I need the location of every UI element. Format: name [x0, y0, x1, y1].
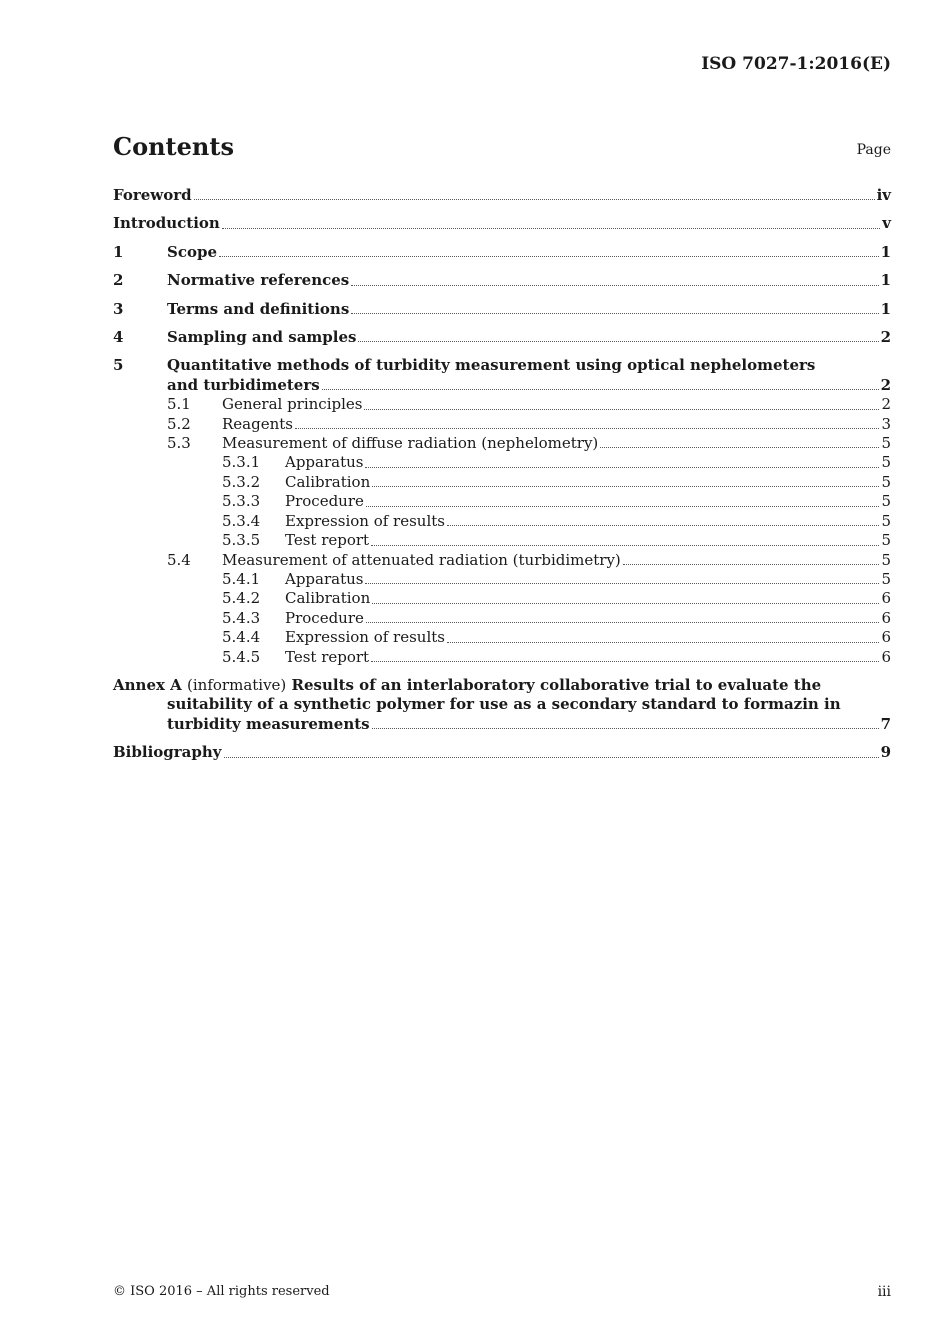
toc-page-number: 7	[880, 714, 891, 733]
toc-section-number: 5.3.5	[222, 531, 261, 550]
toc-entry-turbidimetry[interactable]	[113, 551, 891, 570]
toc-entry-annex-a[interactable]	[113, 676, 891, 734]
toc-section-number: 5.3.1	[222, 453, 261, 472]
toc-entry-text: Measurement of attenuated radiation (turbidimetry)	[222, 550, 621, 569]
toc-page-number: 3	[881, 414, 891, 433]
toc-section-number: 5.2	[167, 414, 191, 433]
annex-label: Annex A	[113, 675, 182, 694]
toc-entry-text: Scope	[167, 242, 218, 261]
leader-dots	[358, 341, 878, 342]
leader-dots	[219, 256, 879, 257]
page-number: iii	[877, 1284, 891, 1300]
leader-dots	[351, 285, 878, 286]
toc-entry-calibration[interactable]	[113, 589, 891, 608]
toc-entry-text: Procedure	[285, 492, 364, 511]
toc-page-number: 6	[881, 647, 891, 666]
toc-entry-test-report[interactable]	[113, 648, 891, 667]
toc-page-number: 5	[881, 434, 891, 453]
toc-entry-foreword[interactable]	[113, 186, 891, 205]
toc-entry-text: Calibration	[285, 472, 371, 491]
toc-section-number: 5.4.4	[222, 628, 261, 647]
toc-entry-text: Foreword	[113, 186, 192, 204]
leader-dots	[447, 642, 879, 643]
toc-page-number: 5	[881, 472, 891, 491]
leader-dots	[623, 564, 880, 565]
toc-entry-quantitative-methods[interactable]	[113, 356, 891, 395]
toc-page-number: iv	[876, 186, 891, 204]
annex-informative-label: (informative)	[187, 675, 287, 694]
toc-entry-test-report[interactable]	[113, 531, 891, 550]
toc-entry-general-principles[interactable]	[113, 395, 891, 414]
toc-entry-procedure[interactable]	[113, 492, 891, 511]
toc-entry-text: Apparatus	[285, 453, 364, 472]
toc-entry-reagents[interactable]	[113, 415, 891, 434]
toc-section-number: 5.3.4	[222, 511, 261, 530]
toc-page-number: 5	[881, 453, 891, 472]
toc-entry-expression-of-results[interactable]	[113, 628, 891, 647]
toc-entry-text: Results of an interlaboratory collaborative trial to evaluate the	[291, 675, 822, 694]
leader-dots	[322, 389, 879, 390]
toc-entry-text: Normative references	[167, 271, 350, 290]
toc-entry-nephelometry[interactable]	[113, 434, 891, 453]
toc-section-number: 5.4.3	[222, 608, 261, 627]
toc-entry-text: Introduction	[113, 214, 220, 233]
toc-entry-text: Sampling and samples	[167, 328, 357, 347]
toc-section-number: 3	[113, 299, 124, 318]
toc-section-number: 4	[113, 328, 124, 347]
document-id: ISO 7027-1:2016(E)	[701, 54, 891, 74]
toc-page-number: 1	[880, 271, 891, 290]
toc-entry-text: General principles	[222, 395, 363, 414]
leader-dots	[372, 486, 879, 487]
toc-page-number: 6	[881, 628, 891, 647]
toc-entry-text: Quantitative methods of turbidity measurement using optical nephelometers	[167, 356, 816, 375]
toc-page-number: 2	[880, 375, 891, 394]
toc-section-number: 5.3.3	[222, 492, 261, 511]
toc-entry-text: Expression of results	[285, 628, 445, 647]
toc-section-number: 5.4	[167, 550, 191, 569]
toc-entry-terms-definitions[interactable]	[113, 300, 891, 319]
toc-page-number: 1	[880, 299, 891, 318]
toc-page-number: 2	[881, 395, 891, 414]
toc-section-number: 5.3.2	[222, 472, 261, 491]
toc-section-number: 5.3	[167, 434, 191, 453]
leader-dots	[372, 603, 879, 604]
leader-dots	[222, 228, 880, 229]
page-title: Contents	[113, 132, 234, 161]
toc-entry-bibliography[interactable]	[113, 743, 891, 762]
leader-dots	[194, 199, 875, 200]
toc-page-number: 6	[881, 589, 891, 608]
toc-entry-text: Test report	[285, 531, 370, 550]
toc-section-number: 5.4.5	[222, 647, 261, 666]
toc-entry-text: Calibration	[285, 589, 371, 608]
toc-section-number: 5.4.2	[222, 589, 261, 608]
leader-dots	[364, 409, 879, 410]
copyright-notice: © ISO 2016 – All rights reserved	[113, 1284, 330, 1299]
leader-dots	[351, 313, 878, 314]
toc-entry-text-continued: turbidity measurements	[167, 714, 370, 733]
toc-section-number: 2	[113, 271, 124, 290]
toc-entry-text: Measurement of diffuse radiation (nephelometry)	[222, 434, 599, 453]
toc-entry-sampling[interactable]	[113, 328, 891, 347]
toc-entry-text-continued: and turbidimeters	[167, 375, 320, 394]
leader-dots	[371, 661, 879, 662]
toc-entry-apparatus[interactable]	[113, 453, 891, 472]
page-column-label: Page	[856, 142, 891, 158]
toc-entry-text: Bibliography	[113, 743, 222, 762]
leader-dots	[224, 757, 879, 758]
leader-dots	[365, 467, 879, 468]
leader-dots	[371, 545, 879, 546]
toc-page-number: 6	[881, 608, 891, 627]
toc-section-number: 5.1	[167, 395, 191, 414]
toc-entry-text: Procedure	[285, 608, 364, 627]
toc-entry-scope[interactable]	[113, 243, 891, 262]
toc-entry-text: Reagents	[222, 414, 293, 433]
leader-dots	[600, 447, 879, 448]
toc-entry-procedure[interactable]	[113, 609, 891, 628]
leader-dots	[366, 622, 880, 623]
toc-page-number: v	[882, 214, 891, 233]
toc-entry-text: Test report	[285, 647, 370, 666]
table-of-contents	[113, 186, 891, 763]
toc-entry-expression-of-results[interactable]	[113, 512, 891, 531]
leader-dots	[295, 428, 879, 429]
toc-page-number: 5	[881, 511, 891, 530]
toc-page-number: 5	[881, 550, 891, 569]
toc-entry-apparatus[interactable]	[113, 570, 891, 589]
toc-page-number: 9	[880, 743, 891, 762]
leader-dots	[447, 525, 879, 526]
toc-page-number: 5	[881, 569, 891, 588]
toc-section-number: 1	[113, 242, 124, 261]
toc-entry-calibration[interactable]	[113, 473, 891, 492]
toc-entry-introduction[interactable]	[113, 214, 891, 233]
toc-entry-text-continued: suitability of a synthetic polymer for use as a secondary standard to formazin in	[167, 695, 841, 714]
toc-section-number: 5.4.1	[222, 569, 261, 588]
toc-section-number: 5	[113, 356, 124, 375]
toc-page-number: 1	[880, 242, 891, 261]
leader-dots	[372, 728, 879, 729]
leader-dots	[365, 583, 879, 584]
toc-entry-text: Expression of results	[285, 511, 445, 530]
toc-page-number: 2	[880, 328, 891, 347]
leader-dots	[366, 506, 880, 507]
toc-entry-text: Terms and definitions	[167, 299, 350, 318]
toc-page-number: 5	[881, 492, 891, 511]
toc-entry-text: Apparatus	[285, 569, 364, 588]
toc-entry-normative-references[interactable]	[113, 271, 891, 290]
toc-page-number: 5	[881, 531, 891, 550]
